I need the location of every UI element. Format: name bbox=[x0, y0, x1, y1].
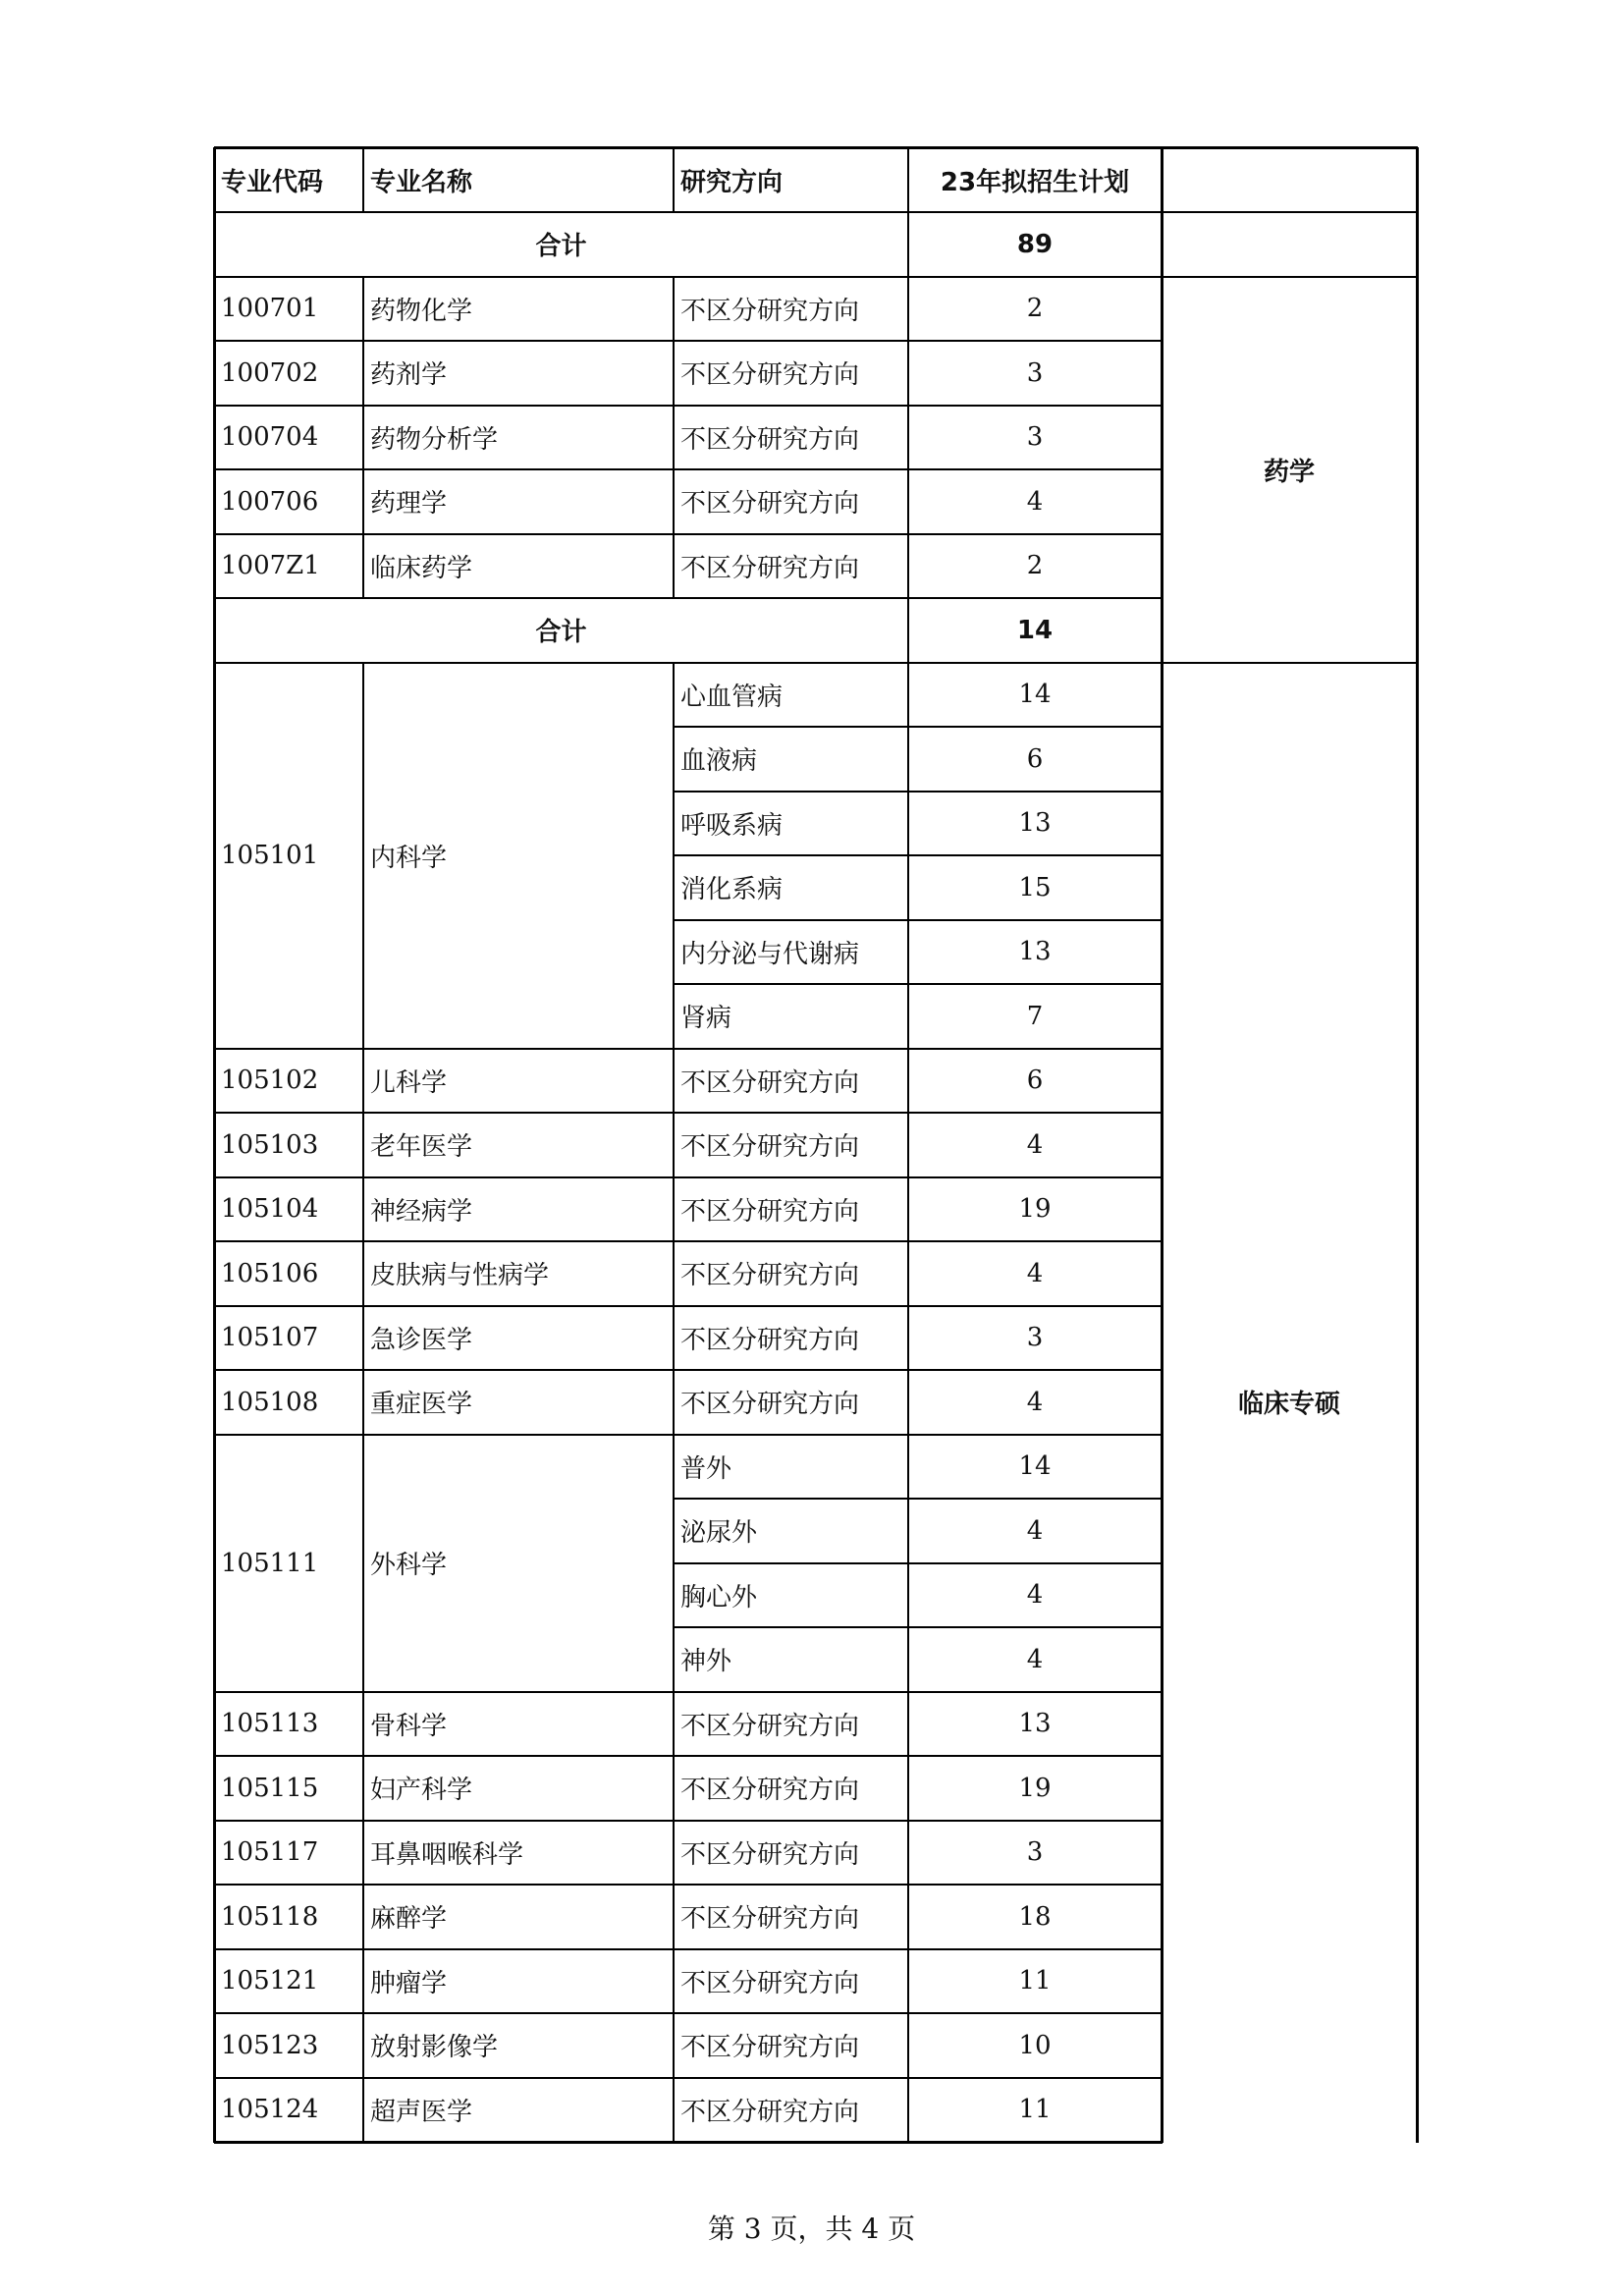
table-rule bbox=[907, 984, 909, 1050]
table-rule bbox=[673, 147, 675, 213]
table-rule bbox=[362, 1370, 364, 1436]
row-name: 儿科学 bbox=[370, 1067, 448, 1098]
row-direction: 不区分研究方向 bbox=[680, 489, 860, 519]
group-label-pharmacy: 药学 bbox=[1263, 457, 1315, 487]
row-code: 105121 bbox=[221, 1966, 319, 1996]
row-code: 105118 bbox=[221, 1901, 319, 1932]
total-value: 89 bbox=[1016, 229, 1054, 259]
row-name: 麻醉学 bbox=[370, 1904, 448, 1935]
row-direction: 神外 bbox=[680, 1647, 732, 1677]
row-direction: 不区分研究方向 bbox=[680, 1067, 860, 1098]
row-direction: 不区分研究方向 bbox=[680, 1132, 860, 1163]
table-rule bbox=[362, 1821, 364, 1886]
row-code: 100706 bbox=[221, 486, 319, 517]
table-rule bbox=[1416, 147, 1419, 2143]
row-plan: 15 bbox=[1018, 872, 1052, 902]
table-rule bbox=[907, 1627, 909, 1693]
table-rule bbox=[907, 1435, 909, 1501]
row-plan: 4 bbox=[1026, 1387, 1044, 1417]
row-plan: 4 bbox=[1026, 1644, 1044, 1674]
table-rule bbox=[214, 146, 1418, 149]
row-code: 105115 bbox=[221, 1773, 319, 1803]
table-rule bbox=[907, 1949, 909, 2015]
table-rule bbox=[907, 598, 909, 664]
row-name: 内科学 bbox=[370, 843, 448, 873]
row-plan: 4 bbox=[1026, 486, 1044, 517]
table-rule bbox=[907, 792, 909, 857]
table-rule bbox=[362, 1113, 364, 1178]
row-code: 105123 bbox=[221, 2030, 319, 2060]
table-rule bbox=[362, 406, 364, 471]
table-rule bbox=[673, 1306, 675, 1372]
header-plan: 23年拟招生计划 bbox=[940, 167, 1130, 197]
row-plan: 2 bbox=[1026, 551, 1044, 581]
table-rule bbox=[362, 1177, 364, 1243]
row-name: 神经病学 bbox=[370, 1196, 473, 1227]
table-rule bbox=[907, 469, 909, 535]
row-plan: 4 bbox=[1026, 1515, 1044, 1546]
table-rule bbox=[673, 1692, 675, 1758]
table-rule bbox=[907, 1563, 909, 1629]
row-plan: 2 bbox=[1026, 294, 1044, 324]
row-direction: 不区分研究方向 bbox=[680, 2033, 860, 2063]
table-rule bbox=[907, 1692, 909, 1758]
row-code: 100701 bbox=[221, 294, 319, 324]
table-rule bbox=[907, 341, 909, 407]
table-rule bbox=[907, 534, 909, 600]
group-label-clinical: 临床专硕 bbox=[1237, 1390, 1340, 1420]
table-rule bbox=[673, 1113, 675, 1178]
row-direction: 不区分研究方向 bbox=[680, 1711, 860, 1741]
table-rule bbox=[362, 1756, 364, 1822]
table-rule bbox=[673, 663, 675, 1050]
row-plan: 10 bbox=[1018, 2030, 1052, 2060]
row-direction: 不区分研究方向 bbox=[680, 1904, 860, 1935]
row-code: 105117 bbox=[221, 1837, 319, 1868]
row-code: 105102 bbox=[221, 1066, 319, 1096]
row-plan: 6 bbox=[1026, 1066, 1044, 1096]
table-rule bbox=[907, 2078, 909, 2144]
table-rule bbox=[907, 663, 909, 729]
row-direction: 不区分研究方向 bbox=[680, 1261, 860, 1291]
row-direction: 内分泌与代谢病 bbox=[680, 939, 860, 969]
table-rule bbox=[673, 277, 675, 343]
row-code: 105113 bbox=[221, 1709, 319, 1739]
table-rule bbox=[907, 1756, 909, 1822]
row-code: 105101 bbox=[221, 841, 319, 870]
row-direction: 泌尿外 bbox=[680, 1518, 758, 1549]
table-rule bbox=[362, 2078, 364, 2144]
row-plan: 7 bbox=[1026, 1001, 1044, 1031]
table-rule bbox=[362, 1435, 364, 1693]
table-rule bbox=[362, 2013, 364, 2079]
table-rule bbox=[907, 1113, 909, 1178]
row-code: 100704 bbox=[221, 422, 319, 453]
table-rule bbox=[673, 1756, 675, 1822]
row-direction: 呼吸系病 bbox=[680, 810, 784, 841]
table-rule bbox=[907, 1885, 909, 1950]
table-rule bbox=[362, 534, 364, 600]
row-direction: 不区分研究方向 bbox=[680, 2097, 860, 2127]
table-rule bbox=[362, 469, 364, 535]
header-group bbox=[1162, 147, 1417, 212]
row-direction: 不区分研究方向 bbox=[680, 1839, 860, 1870]
row-direction: 不区分研究方向 bbox=[680, 553, 860, 583]
row-direction: 不区分研究方向 bbox=[680, 296, 860, 326]
table-rule bbox=[673, 469, 675, 535]
table-rule bbox=[673, 1177, 675, 1243]
row-plan: 3 bbox=[1026, 1323, 1044, 1353]
row-direction: 不区分研究方向 bbox=[680, 360, 860, 391]
table-rule bbox=[362, 341, 364, 407]
row-plan: 11 bbox=[1018, 2095, 1052, 2125]
row-name: 重症医学 bbox=[370, 1390, 473, 1420]
row-name: 临床药学 bbox=[370, 553, 473, 583]
row-direction: 不区分研究方向 bbox=[680, 1196, 860, 1227]
row-plan: 4 bbox=[1026, 1129, 1044, 1160]
total-value: 14 bbox=[1016, 615, 1054, 645]
table-rule bbox=[907, 1499, 909, 1564]
row-plan: 3 bbox=[1026, 422, 1044, 453]
table-rule bbox=[673, 1370, 675, 1436]
table-rule bbox=[907, 727, 909, 793]
row-plan: 4 bbox=[1026, 1580, 1044, 1611]
row-name: 放射影像学 bbox=[370, 2033, 499, 2063]
row-plan: 19 bbox=[1018, 1773, 1052, 1803]
table-rule bbox=[673, 1885, 675, 1950]
table-rule bbox=[673, 1949, 675, 2015]
row-direction: 不区分研究方向 bbox=[680, 1390, 860, 1420]
table-rule bbox=[673, 1821, 675, 1886]
row-direction: 不区分研究方向 bbox=[680, 424, 860, 455]
row-direction: 心血管病 bbox=[680, 682, 784, 712]
row-plan: 3 bbox=[1026, 1837, 1044, 1868]
row-plan: 13 bbox=[1018, 808, 1052, 839]
table-rule bbox=[213, 147, 216, 2143]
total-label: 合计 bbox=[535, 232, 587, 262]
row-code: 1007Z1 bbox=[221, 551, 320, 581]
row-name: 急诊医学 bbox=[370, 1325, 473, 1355]
row-name: 耳鼻咽喉科学 bbox=[370, 1839, 524, 1870]
page-footer: 第 3 页，共 4 页 bbox=[707, 2213, 916, 2245]
header-code: 专业代码 bbox=[221, 167, 324, 197]
table-rule bbox=[907, 1821, 909, 1886]
row-plan: 18 bbox=[1018, 1901, 1052, 1932]
row-direction: 不区分研究方向 bbox=[680, 1776, 860, 1806]
row-code: 105103 bbox=[221, 1129, 319, 1160]
row-plan: 14 bbox=[1018, 680, 1052, 710]
row-code: 105108 bbox=[221, 1387, 319, 1417]
row-name: 肿瘤学 bbox=[370, 1968, 448, 1998]
row-name: 老年医学 bbox=[370, 1132, 473, 1163]
row-plan: 13 bbox=[1018, 1709, 1052, 1739]
table-rule bbox=[907, 147, 909, 213]
row-direction: 胸心外 bbox=[680, 1582, 758, 1613]
table-rule bbox=[907, 212, 909, 278]
row-code: 105104 bbox=[221, 1194, 319, 1225]
table-rule bbox=[673, 1241, 675, 1307]
table-rule bbox=[907, 855, 909, 921]
table-rule bbox=[673, 1049, 675, 1115]
table-rule bbox=[362, 147, 364, 213]
table-rule bbox=[362, 1241, 364, 1307]
table-rule bbox=[214, 2141, 1163, 2144]
table-rule bbox=[362, 1692, 364, 1758]
row-name: 外科学 bbox=[370, 1551, 448, 1580]
row-plan: 4 bbox=[1026, 1258, 1044, 1288]
total-label: 合计 bbox=[535, 618, 587, 648]
table-rule bbox=[673, 341, 675, 407]
row-code: 105106 bbox=[221, 1258, 319, 1288]
table-rule bbox=[907, 1306, 909, 1372]
row-direction: 普外 bbox=[680, 1453, 732, 1484]
table-rule bbox=[907, 1049, 909, 1115]
table-rule bbox=[362, 1306, 364, 1372]
header-direction: 研究方向 bbox=[680, 167, 784, 197]
row-code: 100702 bbox=[221, 357, 319, 388]
table-rule bbox=[362, 277, 364, 343]
row-direction: 消化系病 bbox=[680, 875, 784, 905]
table-rule bbox=[673, 2078, 675, 2144]
row-direction: 血液病 bbox=[680, 746, 758, 777]
table-rule bbox=[362, 1049, 364, 1115]
row-name: 药物分析学 bbox=[370, 424, 499, 455]
table-rule bbox=[673, 406, 675, 471]
table-rule bbox=[907, 1370, 909, 1436]
table-rule bbox=[907, 406, 909, 471]
table-rule bbox=[1161, 147, 1163, 2143]
row-plan: 6 bbox=[1026, 743, 1044, 774]
row-name: 药物化学 bbox=[370, 296, 473, 326]
row-name: 皮肤病与性病学 bbox=[370, 1261, 550, 1291]
table-rule bbox=[907, 920, 909, 986]
row-direction: 不区分研究方向 bbox=[680, 1325, 860, 1355]
table-rule bbox=[673, 534, 675, 600]
row-code: 105107 bbox=[221, 1323, 319, 1353]
row-code: 105124 bbox=[221, 2095, 319, 2125]
table-rule bbox=[673, 1435, 675, 1693]
table-rule bbox=[907, 1241, 909, 1307]
table-rule bbox=[673, 2013, 675, 2079]
row-plan: 3 bbox=[1026, 357, 1044, 388]
row-plan: 13 bbox=[1018, 937, 1052, 967]
table-rule bbox=[907, 2013, 909, 2079]
header-name: 专业名称 bbox=[370, 167, 473, 197]
row-direction: 不区分研究方向 bbox=[680, 1968, 860, 1998]
row-name: 药理学 bbox=[370, 489, 448, 519]
table-rule bbox=[907, 1177, 909, 1243]
table-rule bbox=[362, 1949, 364, 2015]
row-code: 105111 bbox=[221, 1548, 319, 1578]
row-name: 超声医学 bbox=[370, 2097, 473, 2127]
row-direction: 肾病 bbox=[680, 1004, 732, 1034]
row-plan: 14 bbox=[1018, 1451, 1052, 1482]
row-name: 妇产科学 bbox=[370, 1776, 473, 1806]
row-name: 骨科学 bbox=[370, 1711, 448, 1741]
row-plan: 11 bbox=[1018, 1966, 1052, 1996]
row-name: 药剂学 bbox=[370, 360, 448, 391]
table-rule bbox=[362, 1885, 364, 1950]
table-rule bbox=[907, 277, 909, 343]
row-plan: 19 bbox=[1018, 1194, 1052, 1225]
table-rule bbox=[362, 663, 364, 1050]
